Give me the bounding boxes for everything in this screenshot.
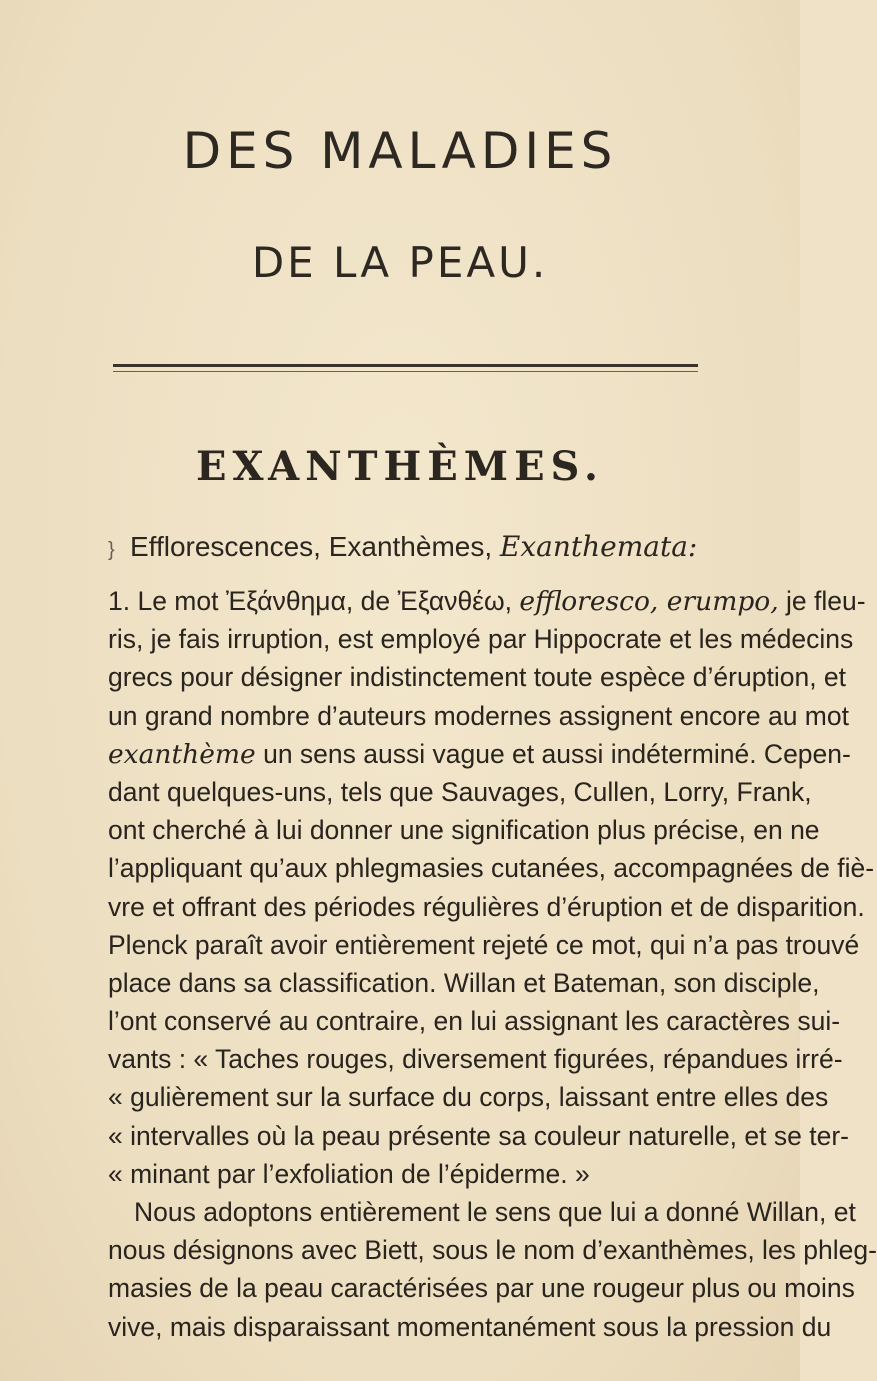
page-title: DES MALADIES: [182, 122, 618, 180]
page-subtitle: DE LA PEAU.: [251, 238, 549, 287]
text-line-italic: effloresco, erumpo,: [519, 586, 779, 617]
text-line: [108, 582, 866, 620]
text-line-italic: exanthème: [108, 738, 256, 770]
body-text: [108, 582, 877, 1346]
text-line-segment: nous désignons avec Biett, sous le nom d’exanthèmes, les phleg-: [108, 1235, 877, 1266]
text-line-segment: dant quelques-uns, tels que Sauvages, Cullen, Lorry, Frank,: [108, 776, 812, 807]
text-line-segment: vive, mais disparaissant momentanément sous la pression du: [108, 1311, 832, 1342]
text-line-segment: vants : « Taches rouges, diversement figurées, répandues irré-: [108, 1044, 843, 1075]
text-line-segment: Nous adoptons entièrement le sens que lui a donné Willan, et: [134, 1197, 856, 1227]
text-line-segment: un sens aussi vague et aussi indéterminé. Cepen-: [255, 738, 851, 769]
thin-divider-rule: [113, 371, 698, 372]
text-line-segment: l’appliquant qu’aux phlegmasies cutanées, accompagnées de fiè-: [108, 853, 875, 884]
text-line: [108, 735, 851, 773]
text-line-segment: masies de la peau caractérisées par une rougeur plus ou moins: [108, 1273, 855, 1304]
text-line-segment: vre et offrant des périodes régulières d’éruption et de disparition.: [108, 891, 865, 922]
text-line-segment: « minant par l’exfoliation de l’épiderme. »: [108, 1158, 590, 1189]
thick-divider-rule: [113, 364, 698, 367]
text-line: [108, 1308, 832, 1346]
text-line-segment: ont cherché à lui donner une signification plus précise, en ne: [108, 815, 820, 846]
text-line-segment: « intervalles où la peau présente sa couleur naturelle, et se ter-: [108, 1120, 849, 1151]
text-line: [108, 926, 860, 964]
text-line: [108, 697, 849, 735]
text-line: [108, 1155, 700, 1193]
text-line: [108, 1078, 829, 1116]
text-line: [108, 773, 812, 811]
text-line-segment: place dans sa classification. Willan et Bateman, son disciple,: [108, 967, 820, 998]
text-line: [108, 1231, 877, 1269]
text-line: [108, 849, 875, 887]
text-line: [108, 1193, 856, 1231]
text-line: [108, 964, 820, 1002]
text-line: [108, 888, 865, 926]
section-heading: EXANTHÈMES.: [196, 443, 604, 490]
section-subtitle: [108, 530, 748, 563]
text-line-segment: Plenck paraît avoir entièrement rejeté ce mot, qui n’a pas trouvé: [108, 929, 860, 960]
text-line-segment: 1. Le mot Ἐξάνθημα, de Ἐξανθέω,: [108, 586, 520, 616]
text-line-segment: je fleu-: [778, 586, 866, 616]
text-line-segment: « gulièrement sur la surface du corps, laissant entre elles des: [108, 1082, 829, 1113]
text-line: [108, 1117, 849, 1155]
text-line: [108, 620, 854, 658]
text-line-segment: un grand nombre d’auteurs modernes assignent encore au mot: [108, 700, 849, 731]
text-line: [108, 811, 820, 849]
text-line: [108, 1040, 843, 1078]
text-line: [108, 1002, 841, 1040]
text-line-segment: l’ont conservé au contraire, en lui assignant les caractères sui-: [108, 1006, 841, 1037]
alt-names-text: Efflorescences, Exanthèmes,: [130, 531, 500, 562]
text-line: [108, 1269, 855, 1307]
text-line: [108, 658, 847, 696]
text-line-segment: grecs pour désigner indistinctement toute espèce d’éruption, et: [108, 662, 847, 693]
alt-names-latin: Exanthemata:: [499, 530, 698, 563]
margin-mark: }: [108, 539, 115, 561]
text-line-segment: ris, je fais irruption, est employé par Hippocrate et les médecins: [108, 624, 854, 655]
